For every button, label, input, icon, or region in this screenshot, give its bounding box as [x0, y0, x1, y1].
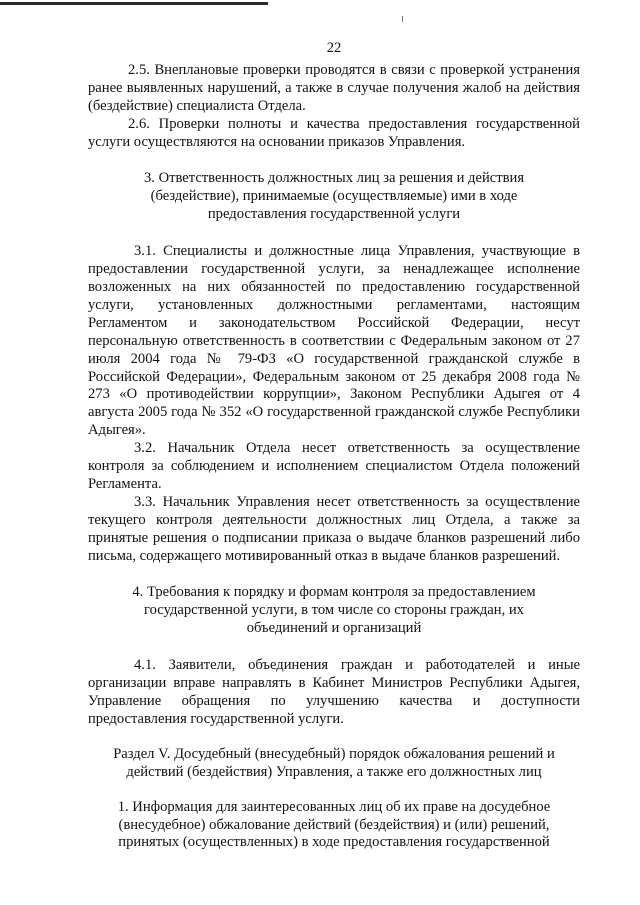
paragraph-3-3: 3.3. Начальник Управления несет ответственность за осуществление текущего контроля деятельности должностных лиц Отдела, а также за принятые решения о подписании приказа о выдаче бланков разрешений либо письма, содержащего мотивированный отказ в выдаче бланков разрешений.	[88, 493, 580, 564]
scan-dot-mark	[402, 16, 403, 22]
section-4-heading: 4. Требования к порядку и формам контроля за предоставлением государственной услуги, в том числе со стороны граждан, их объединений и организаций	[132, 584, 536, 637]
paragraph-3-2: 3.2. Начальник Отдела несет ответственность за осуществление контроля за соблюдением и исполнением специалистом Отдела положений Регламента.	[88, 440, 580, 492]
paragraph-2-6: 2.6. Проверки полноты и качества предоставления государственной услуги осуществляются на основании приказов Управления.	[88, 115, 580, 150]
section-5-paragraph-1: 1. Информация для заинтересованных лиц об их праве на досудебное (внесудебное) обжалование действий (бездействия) и (или) решений, принятых (осуществленных) в ходе предоставления государственной	[117, 798, 551, 851]
page-number: 22	[326, 40, 342, 56]
paragraph-4-1: 4.1. Заявители, объединения граждан и работодателей и иные организации вправе направлять в Кабинет Министров Республики Адыгея, Управление обращения по улучшению качества и доступности предоставления государственной услуги.	[88, 657, 580, 727]
paragraph-2-5: 2.5. Внеплановые проверки проводятся в связи с проверкой устранения ранее выявленных нарушений, а также в случае получения жалоб на действия (бездействие) специалиста Отдела.	[88, 61, 580, 114]
scan-edge-mark	[0, 2, 268, 5]
section-5-heading: Раздел V. Досудебный (внесудебный) порядок обжалования решений и действий (бездействия) Управления, а также его должностных лиц	[113, 745, 555, 780]
section-3-heading: 3. Ответственность должностных лиц за решения и действия (бездействие), принимаемые (осуществляемые) ими в ходе предоставления государственной услуги	[143, 170, 525, 223]
document-page	[88, 40, 580, 852]
paragraph-3-1: 3.1. Специалисты и должностные лица Управления, участвующие в предоставлении государственной услуги, за ненадлежащее исполнение возложенных на них обязанностей по предоставлению государственной услуги, установленных должностными регламентами, настоящим Регламентом и законодательством Российской Федерации, несут персональную ответственность в соответствии с Федеральным законом от 27 июля 2004 года № 79-ФЗ «О государственной гражданской службе в Российской Федерации», Федеральным законом от 25 декабря 2008 года № 273 «О противодействии коррупции», Законом Республики Адыгея от 4 августа 2005 года № 352 «О государственной гражданской службе Республики Адыгея».	[88, 243, 580, 439]
